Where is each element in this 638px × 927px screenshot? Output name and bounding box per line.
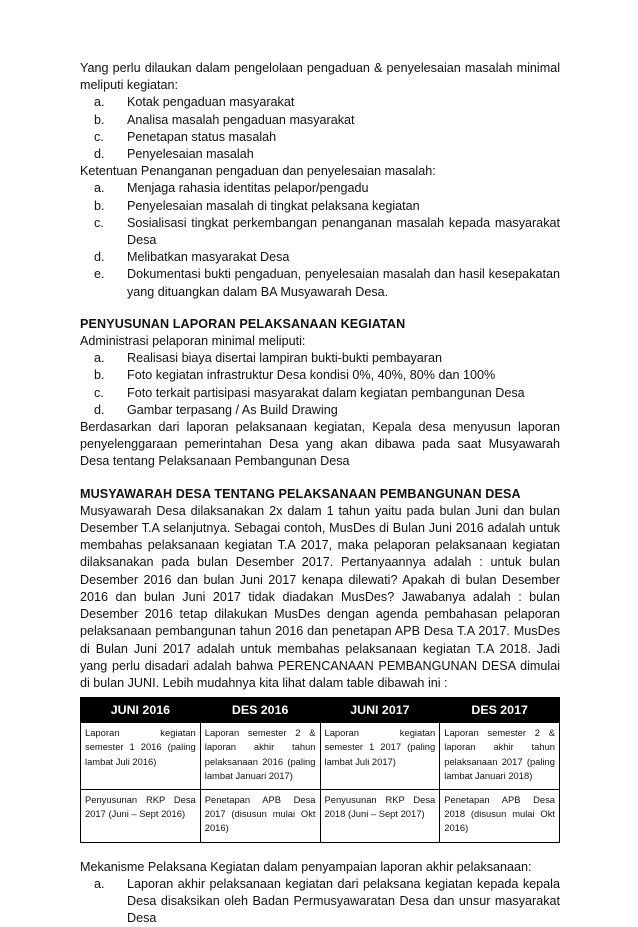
section1-closing: Berdasarkan dari laporan pelaksanaan kegiatan, Kepala desa menyusun laporan penyelenggaraan pemerintahan Desa yang akan dibawa pada saat Musyawarah Desa tentang Pelaksanaan Pembangunan Desa xyxy=(80,420,560,469)
schedule-table xyxy=(80,697,560,842)
list-item: b. Analisa masalah pengaduan masyarakat xyxy=(94,112,355,127)
table-cell: Laporan semester 2 & laporan akhir tahun pelaksanaan 2016 (paling lambat Januari 2017) xyxy=(200,723,320,790)
list-item: b. Foto kegiatan infrastruktur Desa kondisi 0%, 40%, 80% dan 100% xyxy=(94,368,496,383)
ketentuan-paragraph: Ketentuan Penanganan pengaduan dan penyelesaian masalah: xyxy=(80,164,436,179)
section2-body: Musyawarah Desa dilaksanakan 2x dalam 1 tahun yaitu pada bulan Juni dan bulan Desember T.A selanjutnya. Sebagai contoh, MusDes di Bulan Juni 2016 adalah untuk membahas pelaksanaan kegiatan T.A 2017, maka pelaporan pelaksanaan kegiatan dilaksanakan pada bulan Desember 2017. Pertanyaannya adalah : untuk bulan Desember 2016 dan bulan Juni 2017 kenapa dilewati? Apakah di bulan Desember 2016 dan bulan Juni 2017 tidak diadakan MusDes? Jawabanya adalah : bulan Desember 2016 tetap dilakukan MusDes dengan agenda pembahasan pelaporan pelaksanaan pembangunan tahun 2016 dan penetapan APB Desa T.A 2017. MusDes di Bulan Juni 2017 adalah untuk membahas pelaksanaan kegiatan T.A 2018. Jadi yang perlu disadari adalah bahwa PERENCANAAN PEMBANGUNAN DESA dimulai di bulan JUNI. Lebih mudahnya kita lihat dalam table dibawah ini : xyxy=(80,503,560,690)
list-item: e. Dokumentasi bukti pengaduan, penyelesaian masalah dan hasil kesepakatan yang dituangkan dalam BA Musyawarah Desa. xyxy=(94,267,560,299)
table-row xyxy=(81,789,560,842)
list-item: a. Kotak pengaduan masyarakat xyxy=(94,95,295,110)
table-header-cell: JUNI 2016 xyxy=(81,698,201,723)
table-cell: Penetapan APB Desa 2018 (disusun mulai Okt 2016) xyxy=(440,789,560,842)
section1-list xyxy=(80,350,560,419)
intro-list xyxy=(80,94,560,163)
table-header-row xyxy=(81,698,560,723)
table-header-cell: DES 2016 xyxy=(200,698,320,723)
section-heading-musdes: MUSYAWARAH DESA TENTANG PELAKSANAAN PEMBANGUNAN DESA xyxy=(80,486,521,501)
table-row xyxy=(81,723,560,790)
list-item: d. Melibatkan masyarakat Desa xyxy=(94,250,290,265)
document-page xyxy=(80,60,560,927)
list-item: a. Laporan akhir pelaksanaan kegiatan dari pelaksana kegiatan kepada kepala Desa disaksikan oleh Badan Permusyawaratan Desa dan unsur masyarakat Desa xyxy=(94,876,560,926)
ketentuan-list xyxy=(80,180,560,300)
table-cell: Penyusunan RKP Desa 2017 (Juni – Sept 2016) xyxy=(81,789,201,842)
table-header-cell: JUNI 2017 xyxy=(320,698,440,723)
table-header-cell: DES 2017 xyxy=(440,698,560,723)
section1-lead: Administrasi pelaporan minimal meliputi: xyxy=(80,334,306,349)
list-item: b. Penyelesaian masalah di tingkat pelaksana kegiatan xyxy=(94,198,420,213)
table-cell: Laporan kegiatan semester 1 2017 (paling lambat Juli 2017) xyxy=(320,723,440,790)
table-cell: Laporan kegiatan semester 1 2016 (paling lambat Juli 2016) xyxy=(81,723,201,790)
table-cell: Penyusunan RKP Desa 2018 (Juni – Sept 2017) xyxy=(320,789,440,842)
mekanisme-paragraph: Mekanisme Pelaksana Kegiatan dalam penyampaian laporan akhir pelaksanaan: xyxy=(80,859,532,874)
list-item: d. Gambar terpasang / As Build Drawing xyxy=(94,402,338,417)
list-item: a. Menjaga rahasia identitas pelapor/pengadu xyxy=(94,181,369,196)
list-item: d. Penyelesaian masalah xyxy=(94,147,254,162)
list-item: c. Sosialisasi tingkat perkembangan penanganan masalah kepada masyarakat Desa xyxy=(94,215,560,248)
mekanisme-list xyxy=(80,876,560,927)
table-cell: Penetapan APB Desa 2017 (disusun mulai Okt 2016) xyxy=(200,789,320,842)
list-item: a. Realisasi biaya disertai lampiran bukti-bukti pembayaran xyxy=(94,351,442,366)
list-item: c. Penetapan status masalah xyxy=(94,129,277,144)
list-item: c. Foto terkait partisipasi masyarakat dalam kegiatan pembangunan Desa xyxy=(94,385,525,400)
table-cell: Laporan semester 2 & laporan akhir tahun pelaksanaan 2017 (paling lambat Januari 2018) xyxy=(440,723,560,790)
section-heading-laporan: PENYUSUNAN LAPORAN PELAKSANAAN KEGIATAN xyxy=(80,316,406,331)
intro-paragraph: Yang perlu dilaukan dalam pengelolaan pengaduan & penyelesaian masalah minimal meliputi kegiatan: xyxy=(80,61,560,93)
